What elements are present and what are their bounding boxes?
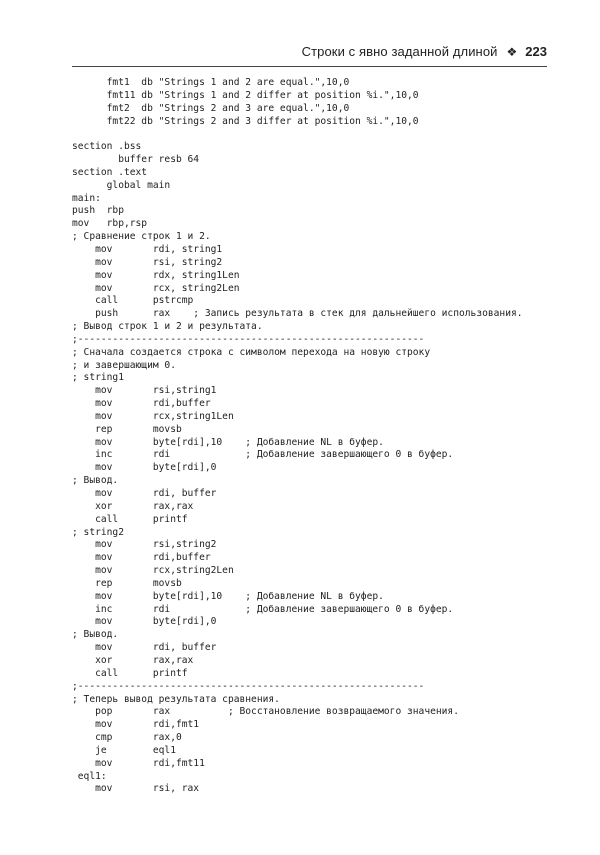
code-line: mov rdi, string1 [72,243,223,255]
code-line: mov rsi, rax [72,783,200,795]
code-line: mov byte[rdi],10 ; Добавление NL в буфер. [72,436,384,448]
code-line: inc rdi ; Добавление завершающего 0 в буфер. [72,449,454,461]
code-line: call printf [72,513,188,525]
code-line: pop rax ; Восстановление возвращаемого значения. [72,706,459,718]
running-header [72,44,547,64]
code-line: rep movsb [72,577,182,589]
code-line: fmt1 db "Strings 1 and 2 are equal.",10,0 [72,77,350,88]
code-line: cmp rax,0 [72,732,182,744]
chapter-title: Строки с явно заданной длиной [301,44,498,59]
page-number: 223 [525,44,547,59]
code-line: mov rsi,string1 [72,385,217,397]
diamond-ornament-icon: ❖ [506,45,518,59]
code-line: ; Вывод. [72,629,119,641]
code-line: fmt11 db "Strings 1 and 2 differ at position %i.",10,0 [72,89,419,101]
code-line: section .bss [72,141,142,153]
code-line: push rbp [72,205,124,217]
code-line: ; string2 [72,526,124,538]
code-line: mov rdx, string1Len [72,269,240,281]
code-line: ; Вывод. [72,475,119,487]
code-line: mov rcx,string2Len [72,565,234,577]
code-line: section .text [72,166,148,178]
code-line: fmt2 db "Strings 2 and 3 are equal.",10,0 [72,102,350,114]
code-line: ; Сначала создается строка с символом перехода на новую строку [72,346,431,358]
code-line: buffer resb 64 [72,154,200,166]
code-line: xor rax,rax [72,500,194,512]
code-line: mov rdi,fmt11 [72,757,205,769]
code-line: push rax ; Запись результата в стек для дальнейшего использования. [72,308,523,320]
code-line: ; Сравнение строк 1 и 2. [72,231,211,243]
code-line: global main [72,179,171,191]
code-line: ;------------------------------------------------------------ [72,333,425,345]
code-line: ; и завершающим 0. [72,359,176,371]
code-line: rep movsb [72,423,182,435]
code-line: mov rdi,buffer [72,552,211,564]
code-line: mov rcx, string2Len [72,282,240,294]
code-line: ; string1 [72,372,124,384]
code-line: mov byte[rdi],0 [72,462,217,474]
code-line: ; Теперь вывод результата сравнения. [72,693,280,705]
code-line: ;------------------------------------------------------------ [72,680,425,692]
code-line: eql1: [72,770,107,782]
code-line: mov rdi,fmt1 [72,719,200,731]
code-line: mov rsi,string2 [72,539,217,551]
code-line: ; Вывод строк 1 и 2 и результата. [72,321,263,333]
code-line: call pstrcmp [72,295,194,307]
code-listing [72,77,552,796]
code-line: mov rsi, string2 [72,256,223,268]
code-line: mov rdi,buffer [72,398,211,410]
code-line: mov byte[rdi],10 ; Добавление NL в буфер. [72,590,384,602]
code-line: xor rax,rax [72,654,194,666]
code-line: mov rdi, buffer [72,642,217,654]
code-line: mov byte[rdi],0 [72,616,217,628]
code-line: inc rdi ; Добавление завершающего 0 в буфер. [72,603,454,615]
header-rule [72,66,547,67]
code-line [72,128,552,141]
code-line: main: [72,192,101,204]
code-line: call printf [72,667,188,679]
code-line: mov rbp,rsp [72,218,148,230]
code-line: mov rdi, buffer [72,488,217,499]
code-line: mov rcx,string1Len [72,410,234,422]
code-line: je eql1 [72,744,176,756]
code-line: fmt22 db "Strings 2 and 3 differ at position %i.",10,0 [72,115,419,127]
